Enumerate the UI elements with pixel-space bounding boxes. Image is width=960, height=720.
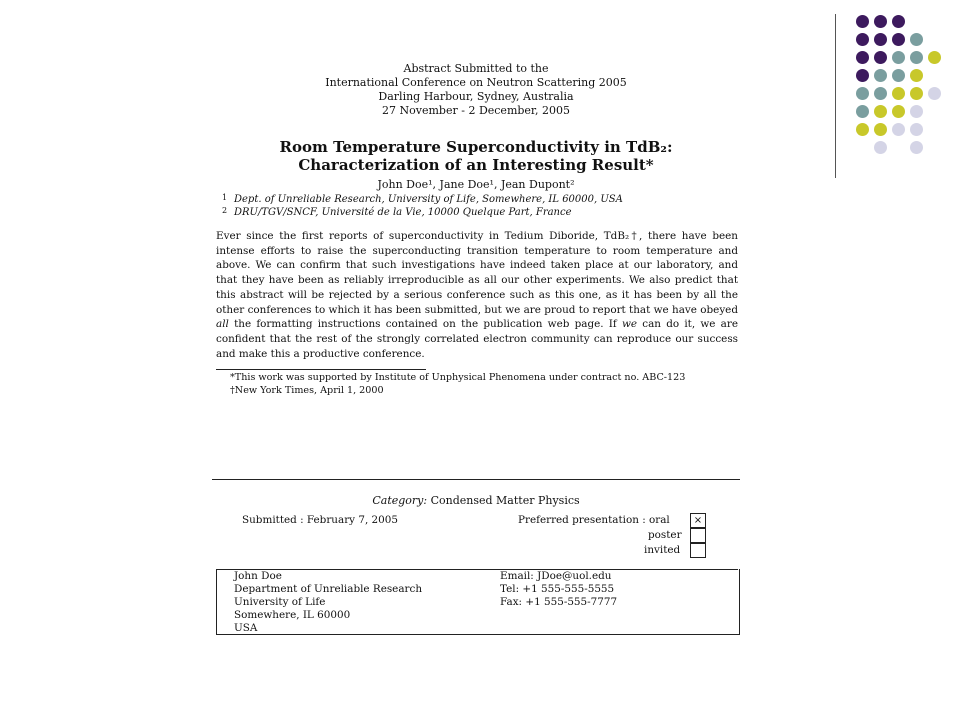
invited-checkbox[interactable] (690, 543, 706, 558)
abstract-body (216, 229, 738, 361)
decor-dot (892, 51, 905, 64)
abstract-text: the formatting instructions contained on the publication web page. If (228, 318, 622, 331)
decor-dot (928, 87, 941, 100)
decor-dot (856, 51, 869, 64)
decor-dot (856, 87, 869, 100)
poster-checkbox[interactable] (690, 528, 706, 543)
decor-dot (910, 105, 923, 118)
category-label: Category: (372, 494, 428, 507)
decor-dot (856, 15, 869, 28)
contact-university: University of Life (234, 596, 326, 608)
submitted-date: Submitted : February 7, 2005 (242, 514, 398, 526)
decor-dot (856, 105, 869, 118)
contact-city: Somewhere, IL 60000 (234, 609, 351, 621)
vertical-divider (835, 14, 836, 178)
decor-dot (874, 87, 887, 100)
decor-dot (892, 33, 905, 46)
decor-dot (892, 15, 905, 28)
footnote-1: *This work was supported by Institute of Unphysical Phenomena under contract no. ABC-123 (230, 372, 686, 383)
decor-dot (874, 123, 887, 136)
decor-dot (892, 69, 905, 82)
category-line (212, 494, 740, 507)
affiliation-number: 1 (222, 193, 228, 202)
decor-dot (892, 87, 905, 100)
decor-dot (910, 69, 923, 82)
oral-checkbox[interactable]: × (690, 513, 706, 528)
decor-dot (874, 69, 887, 82)
header-line-4: 27 November - 2 December, 2005 (382, 104, 570, 117)
decor-dot (910, 141, 923, 154)
decor-dot (892, 105, 905, 118)
decor-dot (856, 123, 869, 136)
contact-email: Email: JDoe@uol.edu (500, 570, 612, 582)
abstract-emphasis-we: we (621, 318, 638, 331)
contact-name: John Doe (234, 570, 282, 582)
decor-dot (910, 33, 923, 46)
decor-dot (874, 15, 887, 28)
poster-label: poster (648, 529, 682, 541)
contact-fax: Fax: +1 555-555-7777 (500, 596, 618, 608)
contact-department: Department of Unreliable Research (234, 583, 423, 595)
abstract-emphasis-all: all (216, 318, 229, 331)
abstract-text: can do it, we are confident that the rest of the strongly correlated electron community can reproduce our success and make this a productive conference. (216, 318, 738, 360)
header-line-3: Darling Harbour, Sydney, Australia (378, 90, 574, 103)
decor-dot (892, 123, 905, 136)
abstract-text: Ever since the first reports of superconductivity in Tedium Diboride, TdB₂†, there have been intense efforts to raise the superconducting transition temperature to room temperature and above. We can confirm that such investigations have indeed taken place at our laboratory, and that they have been as reliably irreproducible as all our other experiments. We also predict that this abstract will be rejected by a serious conference such as this one, as it has been by all the other conferences to which it has been submitted, but we are proud to report that we have obeyed (216, 230, 738, 316)
affiliation-number: 2 (222, 206, 228, 215)
affiliation-2: DRU/TGV/SNCF, Université de la Vie, 10000 Quelque Part, France (234, 207, 572, 218)
footnote-2: †New York Times, April 1, 2000 (230, 385, 384, 396)
decor-dot (874, 51, 887, 64)
affiliation-1: Dept. of Unreliable Research, University of Life, Somewhere, IL 60000, USA (234, 194, 623, 205)
contact-phone: Tel: +1 555-555-5555 (500, 583, 615, 595)
invited-label: invited (644, 544, 681, 556)
authors: John Doe¹, Jane Doe¹, Jean Dupont² (377, 178, 575, 191)
contact-country: USA (234, 622, 258, 634)
header-line-1: Abstract Submitted to the (403, 62, 549, 75)
header-line-2: International Conference on Neutron Scattering 2005 (325, 76, 627, 89)
decor-dot (874, 141, 887, 154)
decor-dot (856, 69, 869, 82)
title-line-2: Characterization of an Interesting Result* (298, 156, 654, 174)
decor-dot (910, 123, 923, 136)
decor-dot (856, 33, 869, 46)
section-rule (212, 479, 740, 480)
contact-box (216, 569, 740, 635)
decor-dot (910, 51, 923, 64)
decor-dot (910, 87, 923, 100)
presentation-label: Preferred presentation : oral (518, 514, 670, 526)
category-value: Condensed Matter Physics (427, 494, 580, 507)
decor-dot (874, 105, 887, 118)
decor-dot (928, 51, 941, 64)
footnote-separator (216, 369, 426, 370)
title-line-1: Room Temperature Superconductivity in TdB₂: (279, 138, 673, 156)
decor-dot (874, 33, 887, 46)
